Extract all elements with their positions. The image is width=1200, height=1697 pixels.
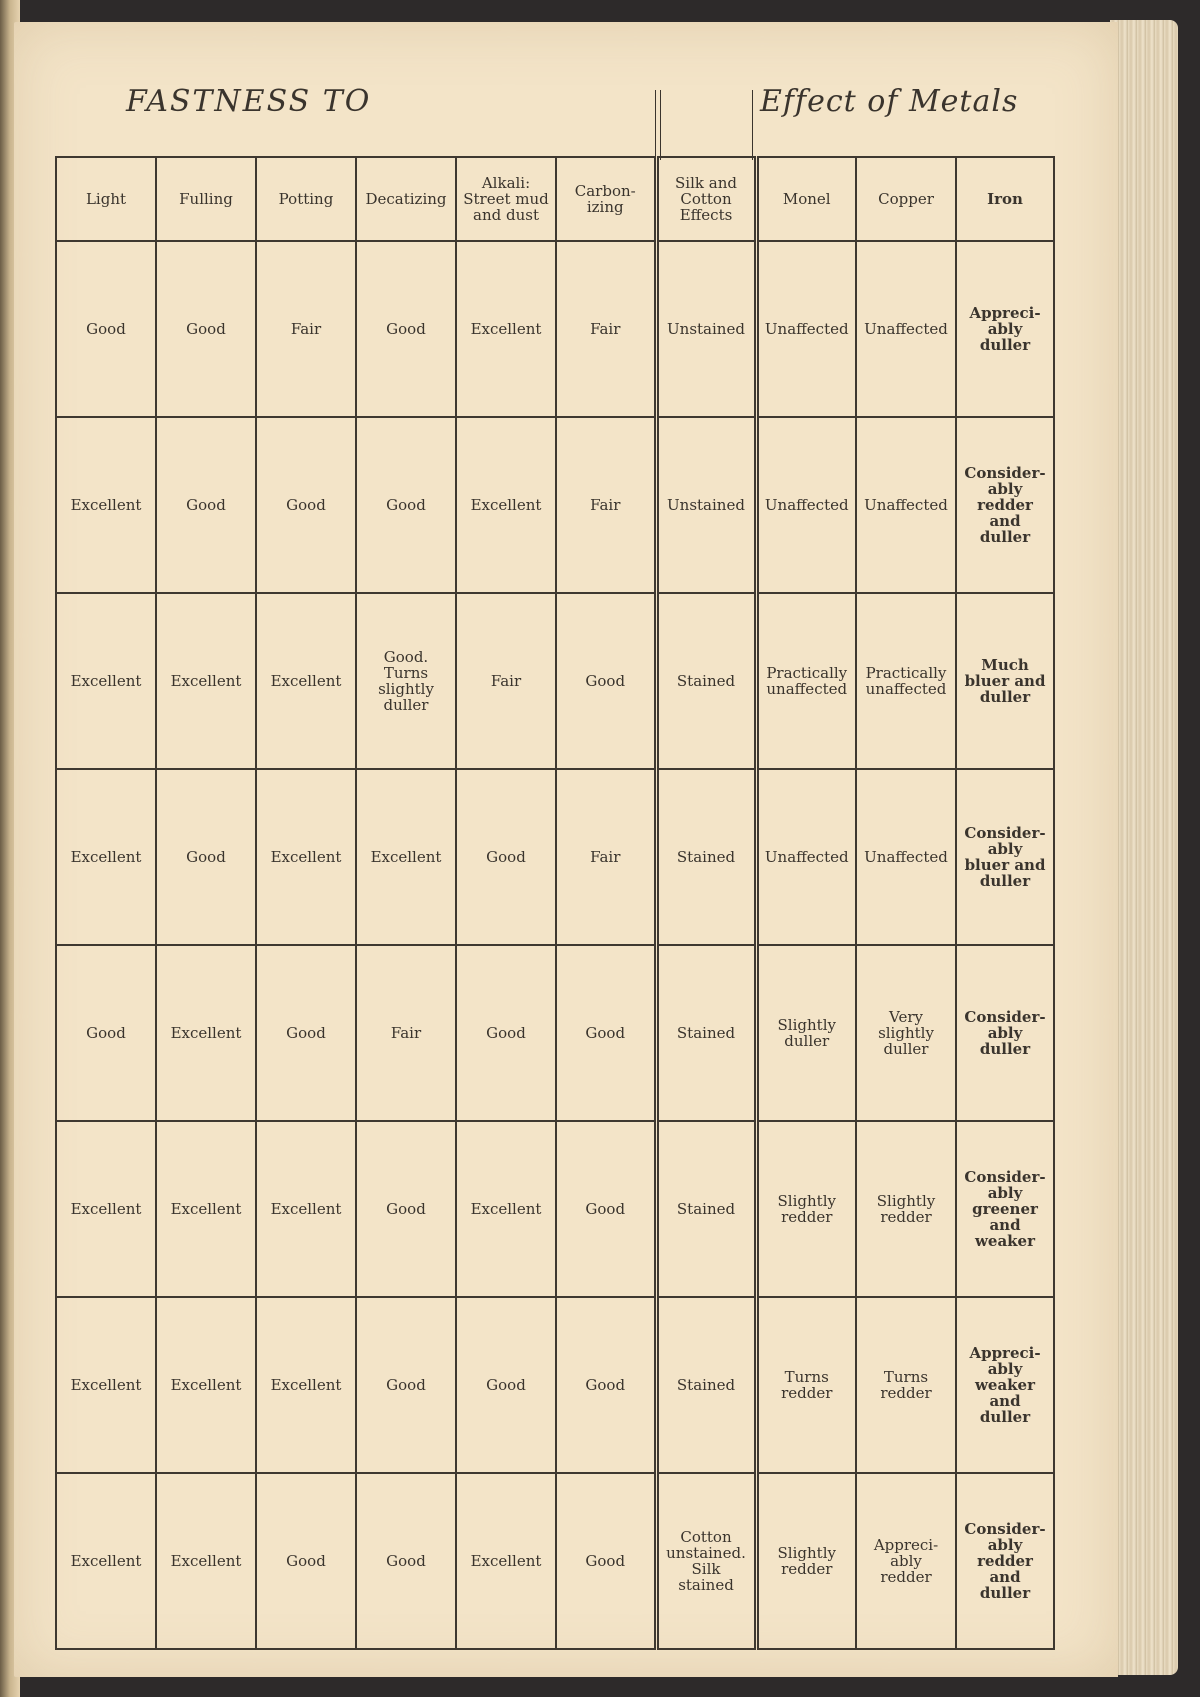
table-cell: Good <box>156 769 256 945</box>
table-cell: Fair <box>556 769 656 945</box>
table-cell: Stained <box>656 1297 756 1473</box>
table-cell: Excellent <box>456 1473 556 1649</box>
table-cell: Good <box>356 241 456 417</box>
table-cell: Stained <box>656 945 756 1121</box>
page-edges <box>1110 20 1178 1675</box>
table-cell: Excellent <box>256 769 356 945</box>
table-cell: Excellent <box>56 769 156 945</box>
fastness-heading: FASTNESS TO <box>126 84 372 119</box>
column-header: Copper <box>856 157 956 241</box>
table-cell: Practically unaffected <box>756 593 856 769</box>
table-cell: Slightly duller <box>756 945 856 1121</box>
table-cell: Excellent <box>56 1121 156 1297</box>
table-cell: Turns redder <box>756 1297 856 1473</box>
table-cell: Good <box>256 945 356 1121</box>
table-cell: Fair <box>556 417 656 593</box>
table-cell: Slightly redder <box>756 1121 856 1297</box>
table-cell: Good <box>256 1473 356 1649</box>
table-cell: Consider- ably redder and duller <box>956 1473 1054 1649</box>
table-cell: Good <box>56 945 156 1121</box>
table-cell: Good <box>556 945 656 1121</box>
column-header: Monel <box>756 157 856 241</box>
table-row <box>56 241 1054 417</box>
table-row <box>56 1473 1054 1649</box>
table-cell: Turns redder <box>856 1297 956 1473</box>
table-cell: Excellent <box>356 769 456 945</box>
table-cell: Good <box>556 1121 656 1297</box>
table-cell: Good <box>556 593 656 769</box>
table-cell: Excellent <box>456 241 556 417</box>
table-cell: Excellent <box>56 417 156 593</box>
table-cell: Stained <box>656 593 756 769</box>
table-row <box>56 593 1054 769</box>
table-cell: Very slightly duller <box>856 945 956 1121</box>
table-cell: Good <box>456 945 556 1121</box>
table-cell: Consider- ably redder and duller <box>956 417 1054 593</box>
table-cell: Slightly redder <box>756 1473 856 1649</box>
column-header: Light <box>56 157 156 241</box>
table-cell: Fair <box>256 241 356 417</box>
heading-divider <box>655 90 656 160</box>
table-row <box>56 1297 1054 1473</box>
table-cell: Good <box>556 1297 656 1473</box>
heading-divider <box>660 90 661 160</box>
column-header: Carbon- izing <box>556 157 656 241</box>
table-cell: Fair <box>556 241 656 417</box>
table-cell: Good <box>456 1297 556 1473</box>
table-cell: Practically unaffected <box>856 593 956 769</box>
table-cell: Good <box>56 241 156 417</box>
column-header: Iron <box>956 157 1054 241</box>
table-cell: Stained <box>656 1121 756 1297</box>
table-cell: Appreci- ably redder <box>856 1473 956 1649</box>
table-cell: Good <box>356 1473 456 1649</box>
table-cell: Good. Turns slightly duller <box>356 593 456 769</box>
table-cell: Much bluer and duller <box>956 593 1054 769</box>
table-cell: Appreci- ably weaker and duller <box>956 1297 1054 1473</box>
table-cell: Excellent <box>256 1297 356 1473</box>
column-header: Fulling <box>156 157 256 241</box>
table-cell: Excellent <box>256 593 356 769</box>
table-cell: Unaffected <box>756 417 856 593</box>
table-cell: Good <box>356 1297 456 1473</box>
table-row <box>56 1121 1054 1297</box>
table-cell: Excellent <box>156 1473 256 1649</box>
table-cell: Consider- ably bluer and duller <box>956 769 1054 945</box>
table-cell: Excellent <box>456 417 556 593</box>
table-cell: Good <box>256 417 356 593</box>
column-header: Silk and Cotton Effects <box>656 157 756 241</box>
table-cell: Stained <box>656 769 756 945</box>
heading-divider <box>752 90 753 160</box>
table-row <box>56 769 1054 945</box>
table-cell: Unaffected <box>856 241 956 417</box>
table-row <box>56 417 1054 593</box>
table-cell: Fair <box>356 945 456 1121</box>
table-cell: Excellent <box>156 945 256 1121</box>
table-cell: Excellent <box>156 1297 256 1473</box>
table-cell: Excellent <box>56 593 156 769</box>
table-cell: Excellent <box>156 593 256 769</box>
table-cell: Fair <box>456 593 556 769</box>
table-cell: Consider- ably duller <box>956 945 1054 1121</box>
table-cell: Unaffected <box>756 769 856 945</box>
table-cell: Unstained <box>656 417 756 593</box>
table-header-row <box>56 157 1054 241</box>
table-cell: Good <box>556 1473 656 1649</box>
table-cell: Excellent <box>256 1121 356 1297</box>
table-cell: Cotton unstained. Silk stained <box>656 1473 756 1649</box>
table-row <box>56 945 1054 1121</box>
table-cell: Excellent <box>56 1297 156 1473</box>
table-cell: Unstained <box>656 241 756 417</box>
table-cell: Good <box>156 417 256 593</box>
metals-heading: Effect of Metals <box>760 84 1019 119</box>
table-body <box>56 157 1054 1649</box>
table-cell: Unaffected <box>756 241 856 417</box>
table-cell: Good <box>356 1121 456 1297</box>
column-header: Potting <box>256 157 356 241</box>
table-cell: Unaffected <box>856 417 956 593</box>
table-cell: Excellent <box>156 1121 256 1297</box>
table-cell: Slightly redder <box>856 1121 956 1297</box>
table-cell: Excellent <box>456 1121 556 1297</box>
table-cell: Good <box>356 417 456 593</box>
table-cell: Good <box>456 769 556 945</box>
column-header: Alkali: Street mud and dust <box>456 157 556 241</box>
column-header: Decatizing <box>356 157 456 241</box>
table-cell: Excellent <box>56 1473 156 1649</box>
table-cell: Appreci- ably duller <box>956 241 1054 417</box>
fastness-table <box>55 156 1055 1650</box>
table-cell: Good <box>156 241 256 417</box>
table-cell: Consider- ably greener and weaker <box>956 1121 1054 1297</box>
table-cell: Unaffected <box>856 769 956 945</box>
